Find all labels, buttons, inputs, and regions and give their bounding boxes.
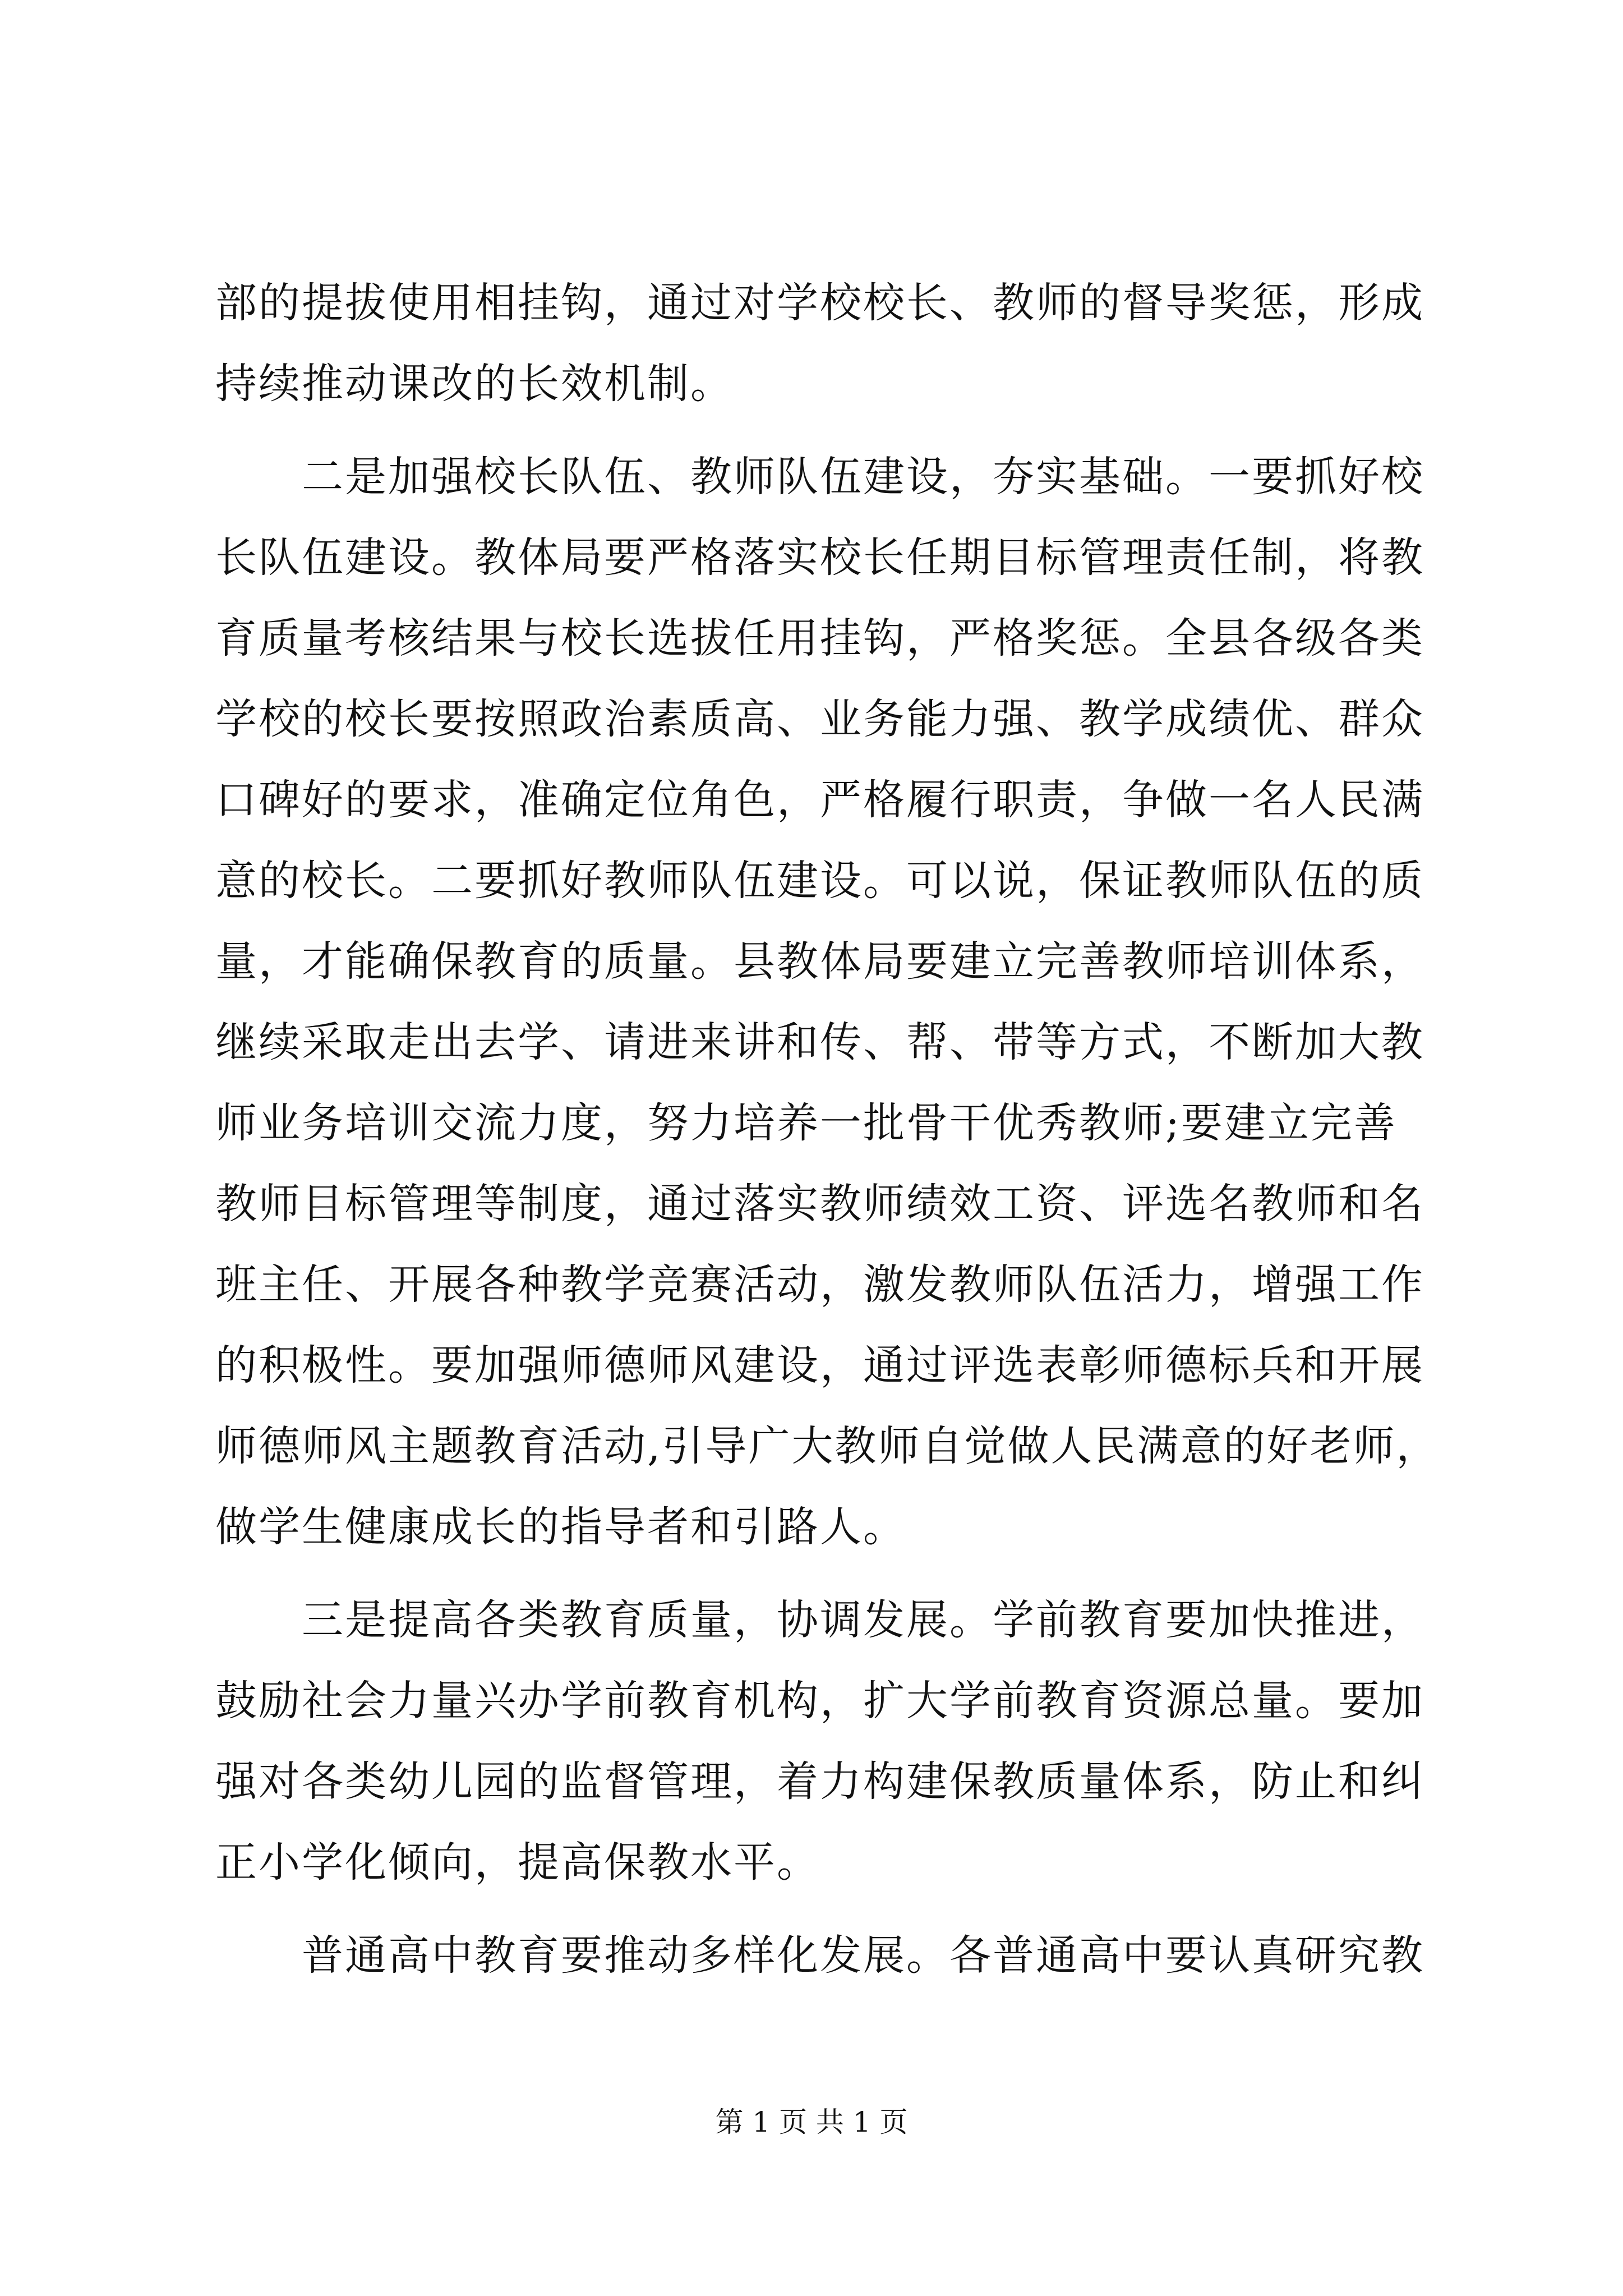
text-line: 强对各类幼儿园的监督管理，着力构建保教质量体系，防止和纠	[215, 1757, 1424, 1806]
text-line: 鼓励社会力量兴办学前教育机构，扩大学前教育资源总量。要加	[215, 1677, 1424, 1725]
text-line: 量，才能确保教育的质量。县教体局要建立完善教师培训体系，	[215, 937, 1424, 986]
text-line: 普通高中教育要推动多样化发展。各普通高中要认真研究教	[215, 1931, 1424, 1980]
document-body	[215, 263, 1440, 1996]
text-line: 持续推动课改的长效机制。	[215, 360, 734, 408]
text-line: 意的校长。二要抓好教师队伍建设。可以说，保证教师队伍的质	[215, 857, 1424, 905]
text-line: 的积极性。要加强师德师风建设，通过评选表彰师德标兵和开展	[215, 1341, 1424, 1389]
text-line: 做学生健康成长的指导者和引路人。	[215, 1503, 906, 1551]
text-line: 师业务培训交流力度，努力培养一批骨干优秀教师;要建立完善	[215, 1099, 1397, 1147]
page-number: 第 1 页 共 1 页	[715, 2106, 908, 2138]
text-line: 长队伍建设。教体局要严格落实校长任期目标管理责任制，将教	[215, 533, 1424, 582]
text-line: 继续采取走出去学、请进来讲和传、帮、带等方式，不断加大教	[215, 1018, 1424, 1066]
page-footer	[0, 2102, 1623, 2142]
text-line: 教师目标管理等制度，通过落实教师绩效工资、评选名教师和名	[215, 1180, 1424, 1228]
text-line: 二是加强校长队伍、教师队伍建设，夯实基础。一要抓好校	[215, 453, 1424, 501]
text-line: 班主任、开展各种教学竞赛活动，激发教师队伍活力，增强工作	[215, 1260, 1424, 1309]
text-line: 三是提高各类教育质量，协调发展。学前教育要加快推进，	[215, 1596, 1424, 1644]
text-line: 口碑好的要求，准确定位角色，严格履行职责，争做一名人民满	[215, 776, 1424, 824]
text-line: 育质量考核结果与校长选拔任用挂钩，严格奖惩。全县各级各类	[215, 614, 1424, 662]
text-line: 部的提拔使用相挂钩，通过对学校校长、教师的督导奖惩，形成	[215, 279, 1424, 327]
text-line: 师德师风主题教育活动,引导广大教师自觉做人民满意的好老师，	[215, 1422, 1440, 1470]
text-line: 学校的校长要按照政治素质高、业务能力强、教学成绩优、群众	[215, 695, 1424, 743]
text-line: 正小学化倾向，提高保教水平。	[215, 1838, 820, 1887]
